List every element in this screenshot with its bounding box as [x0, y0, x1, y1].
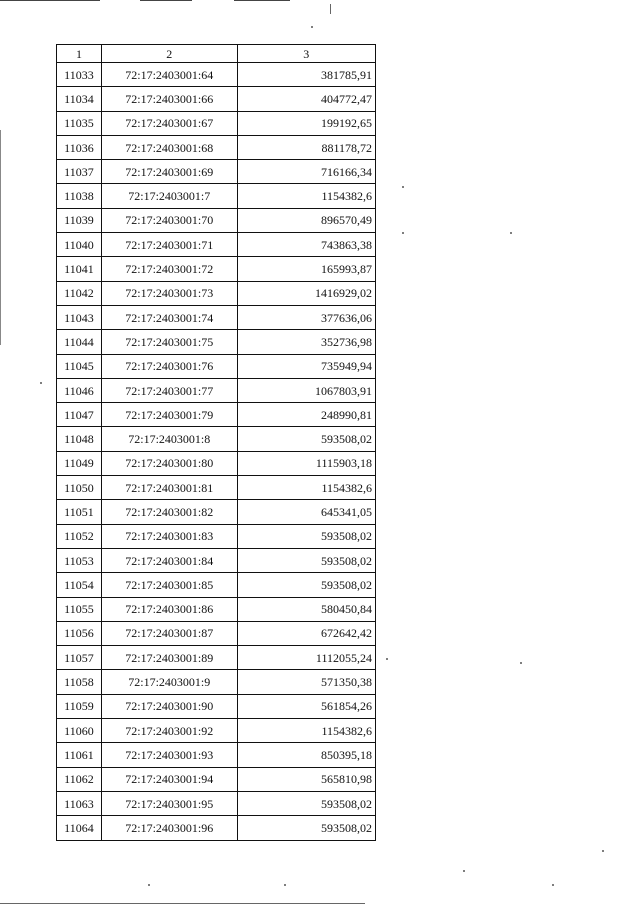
row-number-cell: 11061 [57, 743, 102, 767]
row-number-cell: 11058 [57, 670, 102, 694]
table-row [57, 524, 376, 548]
value-cell: 381785,91 [237, 63, 375, 87]
row-number-cell: 11054 [57, 573, 102, 597]
value-cell: 593508,02 [237, 548, 375, 572]
scan-speck [510, 232, 512, 234]
cadastral-number-cell: 72:17:2403001:71 [101, 233, 237, 257]
row-number-cell: 11050 [57, 476, 102, 500]
row-number-cell: 11056 [57, 621, 102, 645]
value-cell: 716166,34 [237, 160, 375, 184]
cadastral-number-cell: 72:17:2403001:81 [101, 476, 237, 500]
scan-speck [602, 850, 604, 852]
row-number-cell: 11041 [57, 257, 102, 281]
value-cell: 1154382,6 [237, 184, 375, 208]
table-header-row [57, 45, 376, 63]
value-cell: 593508,02 [237, 791, 375, 815]
cadastral-number-cell: 72:17:2403001:93 [101, 743, 237, 767]
cadastral-number-cell: 72:17:2403001:70 [101, 208, 237, 232]
table-row [57, 87, 376, 111]
value-cell: 248990,81 [237, 403, 375, 427]
table-row [57, 208, 376, 232]
row-number-cell: 11039 [57, 208, 102, 232]
value-cell: 1115903,18 [237, 451, 375, 475]
value-cell: 672642,42 [237, 621, 375, 645]
value-cell: 165993,87 [237, 257, 375, 281]
row-number-cell: 11055 [57, 597, 102, 621]
scan-left-edge [0, 130, 1, 345]
table-row [57, 743, 376, 767]
row-number-cell: 11033 [57, 63, 102, 87]
row-number-cell: 11060 [57, 719, 102, 743]
value-cell: 1416929,02 [237, 281, 375, 305]
cadastral-number-cell: 72:17:2403001:86 [101, 597, 237, 621]
row-number-cell: 11040 [57, 233, 102, 257]
cadastral-number-cell: 72:17:2403001:92 [101, 719, 237, 743]
cadastral-number-cell: 72:17:2403001:94 [101, 767, 237, 791]
row-number-cell: 11064 [57, 816, 102, 840]
table-row [57, 670, 376, 694]
cadastral-number-cell: 72:17:2403001:87 [101, 621, 237, 645]
value-cell: 743863,38 [237, 233, 375, 257]
scan-speck [520, 662, 522, 664]
column-header: 1 [57, 45, 102, 63]
row-number-cell: 11034 [57, 87, 102, 111]
cadastral-number-cell: 72:17:2403001:74 [101, 305, 237, 329]
cadastral-number-cell: 72:17:2403001:8 [101, 427, 237, 451]
table-row [57, 646, 376, 670]
value-cell: 593508,02 [237, 427, 375, 451]
cadastral-number-cell: 72:17:2403001:85 [101, 573, 237, 597]
value-cell: 593508,02 [237, 573, 375, 597]
table-row [57, 573, 376, 597]
cadastral-number-cell: 72:17:2403001:76 [101, 354, 237, 378]
scan-edge-line [140, 0, 192, 1]
cadastral-number-cell: 72:17:2403001:83 [101, 524, 237, 548]
row-number-cell: 11057 [57, 646, 102, 670]
table-row [57, 597, 376, 621]
row-number-cell: 11047 [57, 403, 102, 427]
scan-speck [552, 884, 554, 886]
table-row [57, 257, 376, 281]
scan-bottom-edge [0, 903, 365, 904]
value-cell: 1067803,91 [237, 378, 375, 402]
value-cell: 377636,06 [237, 305, 375, 329]
row-number-cell: 11045 [57, 354, 102, 378]
column-header: 2 [101, 45, 237, 63]
row-number-cell: 11049 [57, 451, 102, 475]
table-row [57, 694, 376, 718]
cadastral-number-cell: 72:17:2403001:77 [101, 378, 237, 402]
cadastral-number-cell: 72:17:2403001:79 [101, 403, 237, 427]
cadastral-number-cell: 72:17:2403001:89 [101, 646, 237, 670]
scan-edge-line [0, 0, 100, 1]
cadastral-number-cell: 72:17:2403001:84 [101, 548, 237, 572]
value-cell: 571350,38 [237, 670, 375, 694]
value-cell: 881178,72 [237, 135, 375, 159]
value-cell: 593508,02 [237, 524, 375, 548]
column-header: 3 [237, 45, 375, 63]
cadastral-number-cell: 72:17:2403001:80 [101, 451, 237, 475]
value-cell: 404772,47 [237, 87, 375, 111]
cadastral-number-cell: 72:17:2403001:67 [101, 111, 237, 135]
value-cell: 850395,18 [237, 743, 375, 767]
cadastral-number-cell: 72:17:2403001:90 [101, 694, 237, 718]
row-number-cell: 11035 [57, 111, 102, 135]
value-cell: 199192,65 [237, 111, 375, 135]
table-row [57, 403, 376, 427]
row-number-cell: 11043 [57, 305, 102, 329]
scan-speck [402, 186, 404, 188]
value-cell: 1154382,6 [237, 476, 375, 500]
value-cell: 593508,02 [237, 816, 375, 840]
scan-edge-line [234, 0, 290, 1]
row-number-cell: 11037 [57, 160, 102, 184]
value-cell: 645341,05 [237, 500, 375, 524]
table-row [57, 281, 376, 305]
table-row [57, 378, 376, 402]
row-number-cell: 11048 [57, 427, 102, 451]
row-number-cell: 11059 [57, 694, 102, 718]
value-cell: 896570,49 [237, 208, 375, 232]
table-row [57, 427, 376, 451]
row-number-cell: 11063 [57, 791, 102, 815]
cadastral-number-cell: 72:17:2403001:73 [101, 281, 237, 305]
scan-speck [284, 884, 286, 886]
cadastral-number-cell: 72:17:2403001:68 [101, 135, 237, 159]
cadastral-number-cell: 72:17:2403001:96 [101, 816, 237, 840]
value-cell: 735949,94 [237, 354, 375, 378]
cadastral-number-cell: 72:17:2403001:72 [101, 257, 237, 281]
table-row [57, 354, 376, 378]
table-body [57, 63, 376, 841]
row-number-cell: 11053 [57, 548, 102, 572]
cadastral-table [56, 44, 376, 841]
value-cell: 352736,98 [237, 330, 375, 354]
cadastral-number-cell: 72:17:2403001:95 [101, 791, 237, 815]
table-row [57, 184, 376, 208]
scan-edge-mark [330, 4, 331, 14]
cadastral-number-cell: 72:17:2403001:75 [101, 330, 237, 354]
row-number-cell: 11062 [57, 767, 102, 791]
table-row [57, 63, 376, 87]
row-number-cell: 11044 [57, 330, 102, 354]
scan-speck [386, 658, 388, 660]
scan-speck [148, 884, 150, 886]
row-number-cell: 11038 [57, 184, 102, 208]
table-row [57, 767, 376, 791]
table-row [57, 476, 376, 500]
value-cell: 1154382,6 [237, 719, 375, 743]
cadastral-number-cell: 72:17:2403001:66 [101, 87, 237, 111]
table-row [57, 233, 376, 257]
table-row [57, 719, 376, 743]
cadastral-number-cell: 72:17:2403001:69 [101, 160, 237, 184]
value-cell: 565810,98 [237, 767, 375, 791]
table-row [57, 451, 376, 475]
table-row [57, 500, 376, 524]
row-number-cell: 11046 [57, 378, 102, 402]
table-row [57, 548, 376, 572]
table-row [57, 621, 376, 645]
table-row [57, 791, 376, 815]
table-row [57, 111, 376, 135]
table-row [57, 816, 376, 840]
scan-speck [402, 232, 404, 234]
cadastral-number-cell: 72:17:2403001:82 [101, 500, 237, 524]
row-number-cell: 11052 [57, 524, 102, 548]
row-number-cell: 11036 [57, 135, 102, 159]
row-number-cell: 11051 [57, 500, 102, 524]
value-cell: 580450,84 [237, 597, 375, 621]
cadastral-number-cell: 72:17:2403001:7 [101, 184, 237, 208]
scan-speck [40, 382, 42, 384]
cadastral-number-cell: 72:17:2403001:64 [101, 63, 237, 87]
value-cell: 1112055,24 [237, 646, 375, 670]
scan-speck [463, 870, 465, 872]
table-row [57, 305, 376, 329]
cadastral-number-cell: 72:17:2403001:9 [101, 670, 237, 694]
table-row [57, 330, 376, 354]
scan-speck [311, 26, 313, 28]
row-number-cell: 11042 [57, 281, 102, 305]
table-row [57, 135, 376, 159]
value-cell: 561854,26 [237, 694, 375, 718]
table-row [57, 160, 376, 184]
